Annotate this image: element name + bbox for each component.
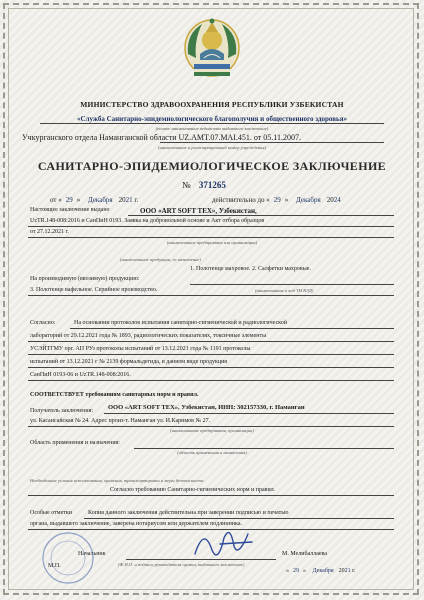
service-caption: (полное наименование ведомства выдавшего заключение) <box>155 126 269 131</box>
conformity-statement: СООТВЕТСТВУЕТ требованиям санитарных норм и правил. <box>30 392 199 398</box>
product-caption-mid: (наименование и код ТН ВЭД) <box>255 288 314 293</box>
recipient-line-2: ул. Касансайская № 24. Адрес произ-т. Наманган ул. И.Каримов № 27. <box>30 418 211 424</box>
state-emblem-icon <box>180 14 244 80</box>
conditions-line-1: Согласно требованию Санитарно-гигиенических норм и правил. <box>110 487 276 493</box>
valid-until-date: действительно до « 29 » Декабря 2024 <box>212 196 341 204</box>
signature-year: 21 <box>344 568 351 574</box>
signature-month: Декабря <box>312 568 334 574</box>
signature-date-open: « <box>286 568 289 574</box>
product-caption-top: (наименование продукции, ее назначение) <box>120 257 201 262</box>
document-title: САНИТАРНО-ЭПИДЕМИОЛОГИЧЕСКОЕ ЗАКЛЮЧЕНИЕ <box>37 159 387 173</box>
notes-line-2: органа, выдавшего заключение, заверена нотариусом или держателем подлинника. <box>30 521 242 527</box>
recipient-label: Получатель заключения: <box>30 408 94 414</box>
product-label: На производимую (ввозимую) продукцию: <box>30 276 140 282</box>
handwritten-signature-icon <box>190 520 260 564</box>
inner-border <box>8 8 414 590</box>
basis-line-3: УСЭЙТГМУ орг. АП РУз протоколы испытаний от 13.12.2021 года № 1191 протоколы <box>30 346 251 352</box>
notes-label: Особые отметки <box>30 510 72 516</box>
number-line <box>182 180 226 190</box>
signer-position: Начальник <box>78 551 106 557</box>
department-name: Учкурганского отдела Наманганской области UZ.AMT.07.MAI.451. от 05.11.2007. <box>22 133 301 142</box>
from-label: от « <box>50 196 62 204</box>
from-month: Декабря <box>87 196 113 204</box>
scope-caption: (область применения и назначения) <box>177 450 247 455</box>
ministry-heading: МИНИСТЕРСТВО ЗДРАВООХРАНЕНИЯ РЕСПУБЛИКИ УЗБЕКИСТАН <box>80 100 344 109</box>
issue-date: от « 29 » Декабря 2021 г. <box>50 196 139 204</box>
signer-name: М. Мелибаллаева <box>282 551 327 557</box>
basis-line-4: испытаний от 13.12.2021 г № 2139 формальдегида, в данном виде продукция <box>30 359 228 365</box>
to-month: Декабря <box>296 196 321 204</box>
product-line-1: 1. Полотенце махровое. 2. Салфетки махровые. <box>190 266 311 272</box>
to-label: действительно до « <box>212 196 270 204</box>
official-stamp-icon <box>40 530 96 586</box>
issued-label: Настоящее заключение выдано <box>30 207 110 213</box>
certificate-number: 371265 <box>198 180 226 190</box>
from-day: 29 <box>65 196 73 204</box>
to-day: 29 <box>273 196 281 204</box>
signature-caption: (Ф.И.О. и подпись руководителя органа, выдавшего заключение) <box>118 562 245 567</box>
stamp-label: М.П. <box>48 563 61 569</box>
notes-line-1: Копия данного заключения действительна при заверении подписью и печатью <box>88 510 289 516</box>
issued-line-3: от 27.12.2021 г. <box>30 229 69 235</box>
issued-caption: (наименование предприятия или организации) <box>166 240 258 245</box>
signature-date: « 29 » Декабря 2021 г. <box>286 568 356 574</box>
to-year: 24 <box>333 196 341 204</box>
issued-company: ООО «ART SOFT TEX», Узбекистан, <box>140 207 257 215</box>
service-name: «Служба Санитарно-эпидемиологического благополучия и общественного здоровья» <box>76 115 348 123</box>
basis-line-2: лабораторий от 29.12.2021 года № 1893, радиологических показателях, токсичные элементы <box>30 333 267 339</box>
issued-line-2: UzTR.148-008:2016 и СанПиН 0193. Заявка на добровольной основе и Акт отбора образцов <box>30 218 265 224</box>
department-caption: (наименование и регистрационный номер учреждения) <box>158 145 266 150</box>
number-label: № <box>182 180 191 190</box>
scope-label: Область применения и назначения: <box>30 440 120 446</box>
conditions-label: Необходимые условия использования, хранения, транспортировки и меры безопасности: <box>30 478 205 483</box>
from-year: 21 <box>125 196 133 204</box>
recipient-caption: (наименование предприятия, организации) <box>170 428 254 433</box>
product-line-2: 3. Полотенце вафельное. Серийное производство. <box>30 287 158 293</box>
signature-day: 29 <box>293 568 299 574</box>
recipient-line-1: ООО «ART SOFT TEX», Узбекистан, ИНН: 302157330, г. Наманган <box>108 404 305 411</box>
basis-line-5: СанПиН 0193-06 и UzTR.148-008:2016. <box>30 372 131 378</box>
basis-line-1: На основании протоколов испытания санитарно-гигиенической и радиологической <box>74 320 287 326</box>
basis-label: Согласно: <box>30 320 56 326</box>
